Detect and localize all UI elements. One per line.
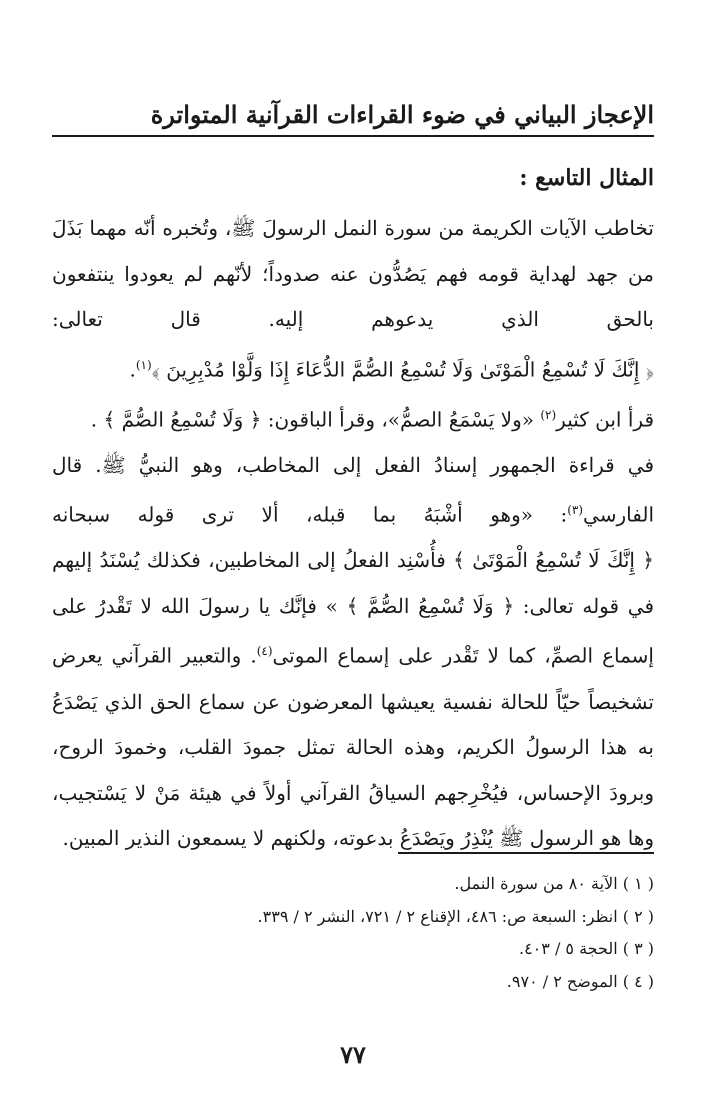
page-number: ٧٧	[340, 1040, 366, 1069]
paragraph-text: .	[129, 357, 136, 382]
paragraph-text: .	[90, 407, 98, 432]
footnote-ref: (٤)	[256, 644, 273, 659]
quran-verse: ﴿ وَلَا تُسْمِعُ الصُّمَّ ﴾	[103, 407, 262, 432]
quran-verse: ﴿ إِنَّكَ لَا تُسْمِعُ الْمَوْتَىٰ وَلَا تُسْمِعُ الصُّمَّ الدُّعَاءَ إِذَا وَلَّوْا مُدْبِرِينَ ﴾	[151, 357, 654, 382]
paragraph-text: في قراءة الجمهور إسنادُ الفعل إلى المخاطب، وهو النبيُّ ﷺ. قال الفارسي	[52, 452, 654, 527]
footnote-ref: (١)	[135, 357, 152, 372]
quran-verse: ﴿ وَلَا تُسْمِعُ الصُّمَّ ﴾	[346, 593, 515, 618]
paragraph-text: تخاطب الآيات الكريمة من سورة النمل الرسولَ ﷺ، وتُخبره أنّه مهما بَذَلَ من جهد لهداية قومه فهم يَصُدُّون عنه صدوداً؛ لأنّهم لم يعودوا ينتفعون بالحق الذي يدعوهم إليه. قال تعالى:	[52, 216, 654, 331]
paragraph-2	[52, 393, 654, 443]
footnote-3: ( ٣ ) الحجة ٥ / ٤٠٣.	[518, 939, 654, 958]
paragraph-text: فأُسْنِد الفعلُ إلى المخاطبين، فكذلك يُسْنَدُ إليهم في قوله تعالى:	[52, 548, 655, 618]
footnote-ref: (٢)	[540, 407, 557, 422]
footnote-rule	[398, 852, 654, 854]
quran-verse: ﴿ إِنَّكَ لَا تُسْمِعُ الْمَوْتَىٰ ﴾	[453, 548, 654, 573]
paragraph-1	[52, 206, 654, 393]
paragraph-text: » فإنَّك يا رسولَ الله لا تَقْدرُ على إسماع الصمِّ، كما لا تَقْدر على إسماع الموتى	[52, 593, 654, 669]
footnote-2: ( ٢ ) انظر: السبعة ص: ٤٨٦، الإقناع ٢ / ٧٢١، النشر ٢ / ٣٣٩.	[257, 906, 654, 926]
footnote-ref: (٣)	[567, 503, 584, 518]
header-rule	[52, 135, 654, 137]
footnote-4: ( ٤ ) الموضح ٢ / ٩٧٠.	[506, 971, 654, 991]
section-heading: المثال التاسع :	[519, 165, 654, 191]
paragraph-text: قرأ ابن كثير	[556, 407, 654, 432]
paragraph-text: «ولا يَسْمَعُ الصمُّ»، وقرأ الباقون:	[267, 407, 534, 432]
main-text	[52, 160, 654, 862]
footnotes	[52, 868, 654, 998]
running-head: الإعجاز البياني في ضوء القراءات القرآنية المتواترة	[150, 100, 654, 129]
footnote-1: ( ١ ) الآية ٨٠ من سورة النمل.	[454, 874, 654, 893]
paragraph-text: : «وهو أشْبَهُ بما قبله، ألا ترى قوله سبحانه	[52, 502, 568, 527]
paragraph-text: . والتعبير القرآني يعرض تشخيصاً حيّاً للحالة نفسية يعيشها المعرضون عن سماع الحق الذي يَصْدَعُ به هذا الرسولُ الكريم، وهذه الحالة تمثل جمودَ القلب، وخمودَ الروح، وبرودَ الإحساس، فيُخْرِجهم السياقُ القرآني أولاً في هيئة مَنْ لا يَسْتجيب، وها هو الرسول ﷺ يُنْذِرُ ويَصْدَعُ بدعوته، ولكنهم لا يسمعون النذير المبين.	[52, 644, 654, 851]
paragraph-3	[52, 443, 654, 862]
